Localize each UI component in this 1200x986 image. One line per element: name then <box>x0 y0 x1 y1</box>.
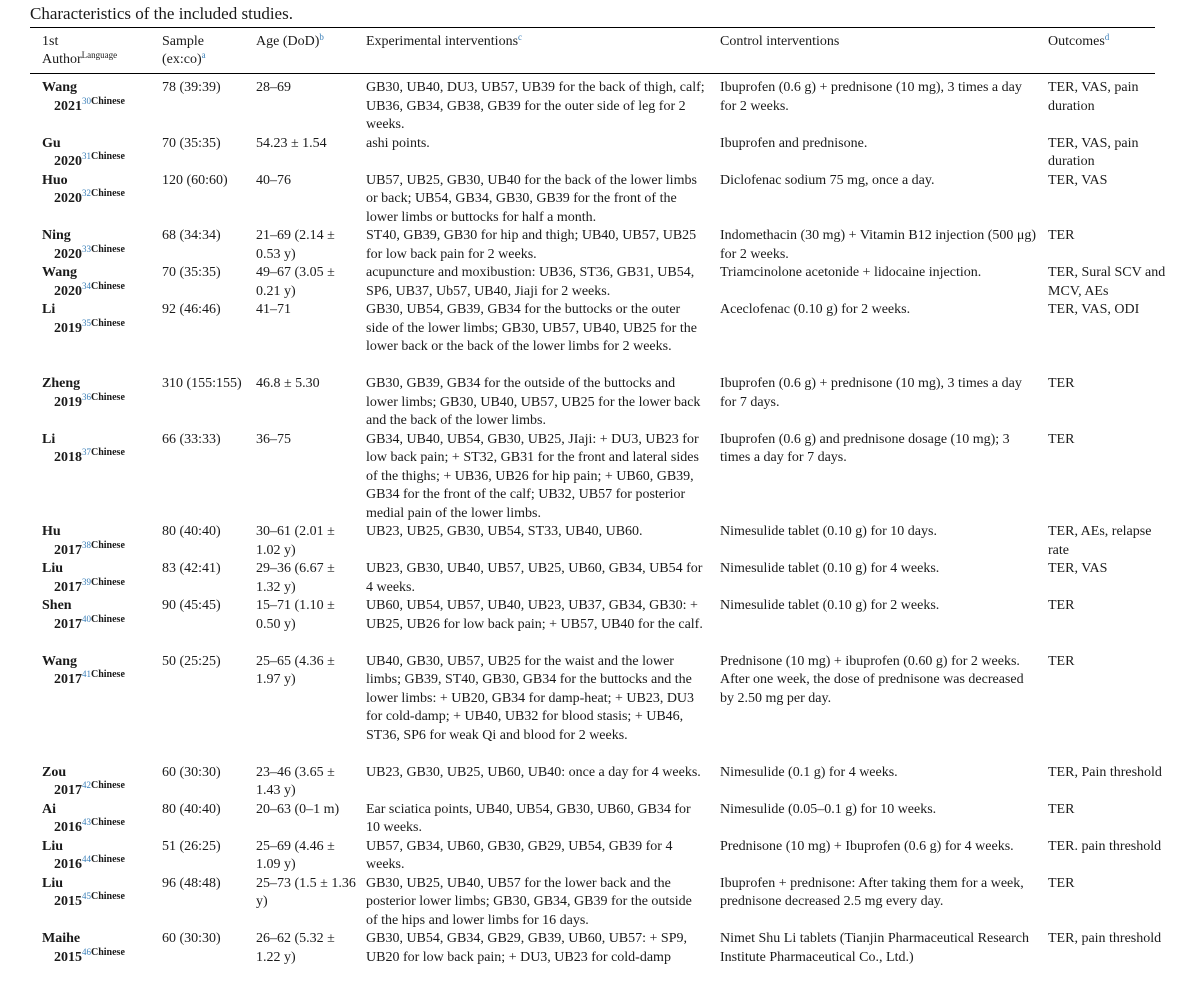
author-year: $2018^{37Chinese}$ <box>54 447 125 465</box>
table-row <box>0 301 1200 375</box>
reference-link[interactable]: 36 <box>82 391 91 402</box>
cell-outcomes: TER, VAS, pain duration <box>1048 135 1139 169</box>
reference-link[interactable]: 33 <box>82 243 91 254</box>
cell-experimental: GB30, UB25, UB40, UB57 for the lower back and the posterior lower limbs; GB30, GB34, GB39 for the outside of the hips and lower limbs for 16 days. <box>366 875 692 928</box>
header-experimental: Experimental interventions$^c$ <box>366 32 523 49</box>
table-row <box>0 801 1200 838</box>
reference-link[interactable]: 40 <box>82 613 91 624</box>
cell-author <box>42 172 154 209</box>
cell-sample: 80 (40:40) <box>162 524 221 539</box>
cell-control: Prednisone (10 mg) + Ibuprofen (0.6 g) for 4 weeks. <box>720 838 1014 854</box>
cell-outcomes: TER <box>1048 376 1075 391</box>
table-row <box>0 875 1200 931</box>
cell-control: Triamcinolone acetonide + lidocaine injection. <box>720 265 982 280</box>
cell-experimental: GB30, UB40, DU3, UB57, UB39 for the back of thigh, calf; UB36, GB34, GB38, GB39 for the outer side of leg for 2 weeks. <box>366 80 705 132</box>
author-year: $2016^{44Chinese}$ <box>54 854 125 872</box>
header-age: Age (DoD)$^b$ <box>256 32 324 49</box>
cell-experimental: GB34, UB40, UB54, GB30, UB25, JIaji: + DU3, UB23 for low back pain; + ST32, GB31 for the front and lateral sides of the thighs; + UB36, UB26 for hip pain; + UB60, GB39, GB34 for the front of the calf; UB32, UB57 for posterior medial pain of the lower limbs. <box>366 431 699 521</box>
cell-control: Ibuprofen (0.6 g) + prednisone (10 mg), 3 times a day for 2 weeks. <box>720 80 1022 114</box>
author-year: $2020^{31Chinese}$ <box>54 151 125 169</box>
language-tag: Chinese <box>91 780 125 791</box>
table-row <box>0 838 1200 875</box>
author-name: Li <box>42 302 56 317</box>
header-sample-line1: Sample <box>162 34 204 49</box>
cell-sample: 68 (34:34) <box>162 228 221 243</box>
table-row <box>0 597 1200 653</box>
language-tag: Chinese <box>91 854 125 865</box>
cell-sample: 90 (45:45) <box>162 598 221 613</box>
cell-experimental: UB23, GB30, UB25, UB60, UB40: once a day for 4 weeks. <box>366 764 701 780</box>
cell-control: Ibuprofen (0.6 g) and prednisone dosage (10 mg); 3 times a day for 7 days. <box>720 431 1010 465</box>
cell-outcomes: TER, VAS, ODI <box>1048 302 1140 317</box>
table-row <box>0 172 1200 228</box>
cell-experimental: UB23, GB30, UB40, UB57, UB25, UB60, GB34, UB54 for 4 weeks. <box>366 561 703 595</box>
cell-control: Indomethacin (30 mg) + Vitamin B12 injection (500 μg) for 2 weeks. <box>720 228 1037 262</box>
cell-control: Ibuprofen (0.6 g) + prednisone (10 mg), 3 times a day for 7 days. <box>720 376 1022 410</box>
cell-author <box>42 375 154 412</box>
cell-experimental: UB60, UB54, UB57, UB40, UB23, UB37, GB34, GB30: + UB25, UB26 for low back pain; + UB57, UB40 for the calf. <box>366 598 703 632</box>
table-row <box>0 653 1200 764</box>
cell-sample: 70 (35:35) <box>162 265 221 280</box>
cell-age: 36–75 <box>256 431 291 447</box>
cell-age: 21–69 (2.14 ± 0.53 y) <box>256 228 335 262</box>
cell-author <box>42 930 154 967</box>
cell-control: Nimesulide tablet (0.10 g) for 2 weeks. <box>720 598 940 613</box>
cell-age: 30–61 (2.01 ± 1.02 y) <box>256 524 335 558</box>
author-name: Gu <box>42 135 61 151</box>
reference-link[interactable]: 35 <box>82 317 91 328</box>
cell-control: Ibuprofen + prednisone: After taking them for a week, prednisone decreased 2.5 mg every day. <box>720 875 1024 909</box>
cell-sample: 310 (155:155) <box>162 376 242 391</box>
author-year: $2017^{39Chinese}$ <box>54 576 125 595</box>
header-author <box>42 33 117 69</box>
reference-link[interactable]: 41 <box>82 669 91 679</box>
cell-age: 46.8 ± 5.30 <box>256 376 320 391</box>
cell-control: Aceclofenac (0.10 g) for 2 weeks. <box>720 302 911 317</box>
language-tag: Chinese <box>91 243 125 255</box>
cell-sample: 92 (46:46) <box>162 302 221 317</box>
header-age-note[interactable]: b <box>319 32 324 42</box>
author-year: $2021^{30Chinese}$ <box>54 95 125 114</box>
language-tag: Chinese <box>91 95 125 107</box>
language-tag: Chinese <box>91 891 125 902</box>
cell-author <box>42 764 154 801</box>
cell-age: 25–65 (4.36 ± 1.97 y) <box>256 653 335 687</box>
cell-age: 29–36 (6.67 ± 1.32 y) <box>256 561 335 595</box>
table-top-rule <box>30 27 1155 28</box>
cell-age: 41–71 <box>256 302 291 317</box>
reference-link[interactable]: 30 <box>82 95 91 106</box>
cell-experimental: GB30, GB39, GB34 for the outside of the buttocks and lower limbs; GB30, UB40, UB57, UB25 for the lower back and the back of the lower limbs. <box>366 376 701 428</box>
cell-outcomes: TER, Pain threshold <box>1048 764 1162 780</box>
cell-control: Ibuprofen and prednisone. <box>720 135 868 151</box>
cell-sample: 60 (30:30) <box>162 931 221 946</box>
reference-link[interactable]: 37 <box>82 447 91 457</box>
cell-outcomes: TER, Sural SCV and MCV, AEs <box>1048 265 1166 299</box>
table-header-rule <box>30 73 1155 74</box>
cell-experimental: GB30, UB54, GB39, GB34 for the buttocks or the outer side of the lower limbs; GB30, UB57, UB40, UB25 for the lower back or the back of the lower limbs for 2 weeks. <box>366 302 697 354</box>
header-control: Control interventions <box>720 34 840 49</box>
header-author-line1: 1st <box>42 34 59 49</box>
reference-link[interactable]: 32 <box>82 188 91 198</box>
author-name: Ning <box>42 228 71 243</box>
cell-author <box>42 838 154 875</box>
table-row <box>0 135 1200 172</box>
reference-link[interactable]: 45 <box>82 891 91 901</box>
cell-experimental: GB30, UB54, GB34, GB29, GB39, UB60, UB57: + SP9, UB20 for low back pain; + DU3, UB23 for cold-damp <box>366 931 687 965</box>
cell-outcomes: TER, AEs, relapse rate <box>1048 524 1152 558</box>
cell-experimental: UB40, GB30, UB57, UB25 for the waist and the lower limbs; GB39, ST40, GB30, GB34 for the buttocks and the lower limbs: + UB20, GB34 for damp-heat; + UB23, DU3 for cold-damp; + UB40, UB32 for blood stasis; + UB46, ST36, SP6 for weak Qi and blood for 2 weeks. <box>366 653 695 743</box>
language-tag: Chinese <box>91 669 125 680</box>
cell-sample: 78 (39:39) <box>162 80 221 95</box>
cell-age: 25–73 (1.5 ± 1.36 y) <box>256 875 356 909</box>
cell-age: 40–76 <box>256 172 291 188</box>
cell-outcomes: TER <box>1048 228 1075 243</box>
table-body <box>0 79 1200 986</box>
cell-author <box>42 597 154 634</box>
cell-sample: 80 (40:40) <box>162 801 221 817</box>
header-sample <box>162 33 206 69</box>
cell-experimental: UB57, GB34, UB60, GB30, GB29, UB54, GB39 for 4 weeks. <box>366 838 673 872</box>
table-row <box>0 523 1200 560</box>
author-year: $2019^{35Chinese}$ <box>54 317 125 336</box>
cell-age: 20–63 (0–1 m) <box>256 801 340 817</box>
cell-experimental: UB23, UB25, GB30, UB54, ST33, UB40, UB60. <box>366 524 643 539</box>
author-year: $2016^{43Chinese}$ <box>54 817 125 835</box>
author-name: Maihe <box>42 931 81 946</box>
cell-age: 54.23 ± 1.54 <box>256 135 327 151</box>
reference-link[interactable]: 31 <box>82 151 91 161</box>
cell-experimental: acupuncture and moxibustion: UB36, ST36, GB31, UB54, SP6, UB37, Ub57, UB40, Jiaji for 2 weeks. <box>366 265 695 299</box>
author-name: Wang <box>42 653 78 669</box>
language-tag: Chinese <box>91 946 125 958</box>
cell-sample: 120 (60:60) <box>162 172 228 188</box>
cell-sample: 60 (30:30) <box>162 764 221 780</box>
cell-author <box>42 264 154 301</box>
author-name: Hu <box>42 524 61 539</box>
reference-link[interactable]: 39 <box>82 576 91 587</box>
header-sample-line2: (ex:co)$^a$ <box>162 50 206 67</box>
cell-age: 25–69 (4.46 ± 1.09 y) <box>256 838 335 872</box>
reference-link[interactable]: 46 <box>82 946 91 957</box>
language-tag: Chinese <box>91 188 125 199</box>
author-name: Liu <box>42 875 64 891</box>
table-row <box>0 227 1200 264</box>
reference-link[interactable]: 44 <box>82 854 91 864</box>
cell-outcomes: TER, VAS <box>1048 561 1108 576</box>
author-year: $2017^{38Chinese}$ <box>54 539 125 558</box>
table-row <box>0 375 1200 431</box>
reference-link[interactable]: 42 <box>82 780 91 790</box>
cell-experimental: Ear sciatica points, UB40, UB54, GB30, UB60, GB34 for 10 weeks. <box>366 801 691 835</box>
table-row <box>0 560 1200 597</box>
author-year: $2017^{40Chinese}$ <box>54 613 125 632</box>
cell-outcomes: TER <box>1048 653 1075 669</box>
author-year: $2017^{41Chinese}$ <box>54 669 125 687</box>
author-name: Wang <box>42 265 78 280</box>
cell-sample: 96 (48:48) <box>162 875 221 891</box>
cell-author <box>42 875 154 912</box>
author-year: $2020^{32Chinese}$ <box>54 188 125 206</box>
cell-sample: 66 (33:33) <box>162 431 221 447</box>
table-row <box>0 264 1200 301</box>
cell-experimental: ashi points. <box>366 135 430 151</box>
header-outcomes-note[interactable]: d <box>1104 32 1110 42</box>
cell-outcomes: TER, pain threshold <box>1048 931 1162 946</box>
table-row <box>0 764 1200 801</box>
cell-control: Nimesulide (0.05–0.1 g) for 10 weeks. <box>720 801 937 817</box>
author-year: $2015^{46Chinese}$ <box>54 946 125 965</box>
language-tag: Chinese <box>91 576 125 588</box>
cell-author <box>42 79 154 116</box>
cell-author <box>42 523 154 560</box>
language-tag: Chinese <box>91 447 125 458</box>
cell-age: 28–69 <box>256 80 291 95</box>
cell-outcomes: TER <box>1048 875 1075 891</box>
language-tag: Chinese <box>91 280 125 292</box>
table-row <box>0 930 1200 986</box>
cell-author <box>42 653 154 690</box>
author-name: Ai <box>42 801 56 817</box>
cell-age: 15–71 (1.10 ± 0.50 y) <box>256 598 335 632</box>
language-tag: Chinese <box>91 817 125 828</box>
cell-outcomes: TER. pain threshold <box>1048 838 1162 854</box>
cell-control: Nimesulide tablet (0.10 g) for 4 weeks. <box>720 561 940 576</box>
cell-control: Nimesulide (0.1 g) for 4 weeks. <box>720 764 898 780</box>
language-tag: Chinese <box>91 391 125 403</box>
cell-author <box>42 801 154 838</box>
author-year: $2020^{34Chinese}$ <box>54 280 125 299</box>
author-year: $2015^{45Chinese}$ <box>54 891 125 909</box>
reference-link[interactable]: 34 <box>82 280 91 291</box>
header-author-line2: Author$^{Language}$ <box>42 50 118 67</box>
header-sample-note[interactable]: a <box>201 50 206 60</box>
header-outcomes: Outcomes$^d$ <box>1048 32 1110 49</box>
cell-author <box>42 560 154 597</box>
cell-sample: 50 (25:25) <box>162 653 221 669</box>
author-name: Shen <box>42 598 72 613</box>
cell-sample: 83 (42:41) <box>162 561 221 576</box>
cell-outcomes: TER, VAS <box>1048 172 1108 188</box>
language-tag: Chinese <box>91 539 125 551</box>
author-name: Li <box>42 431 56 447</box>
table-row <box>0 431 1200 524</box>
language-tag: Chinese <box>91 317 125 329</box>
cell-author <box>42 431 154 468</box>
language-tag: Chinese <box>91 151 125 162</box>
cell-author <box>42 227 154 264</box>
cell-outcomes: TER <box>1048 598 1075 613</box>
author-year: $2017^{42Chinese}$ <box>54 780 125 798</box>
cell-outcomes: TER, VAS, pain duration <box>1048 80 1139 114</box>
cell-outcomes: TER <box>1048 431 1075 447</box>
author-name: Liu <box>42 561 64 576</box>
cell-outcomes: TER <box>1048 801 1075 817</box>
cell-control: Prednisone (10 mg) + ibuprofen (0.60 g) for 2 weeks. After one week, the dose of prednisone was decreased by 2.50 mg per day. <box>720 653 1024 706</box>
author-name: Huo <box>42 172 68 188</box>
author-name: Zheng <box>42 376 81 391</box>
header-experimental-note[interactable]: c <box>518 32 523 42</box>
cell-sample: 51 (26:25) <box>162 838 221 854</box>
reference-link[interactable]: 38 <box>82 539 91 550</box>
cell-experimental: ST40, GB39, GB30 for hip and thigh; UB40, UB57, UB25 for low back pain for 2 weeks. <box>366 228 697 262</box>
cell-age: 26–62 (5.32 ± 1.22 y) <box>256 931 335 965</box>
author-name: Wang <box>42 80 78 95</box>
cell-age: 49–67 (3.05 ± 0.21 y) <box>256 265 335 299</box>
author-year: $2020^{33Chinese}$ <box>54 243 125 262</box>
cell-control: Nimesulide tablet (0.10 g) for 10 days. <box>720 524 937 539</box>
reference-link[interactable]: 43 <box>82 817 91 827</box>
cell-author <box>42 135 154 172</box>
language-tag: Chinese <box>91 613 125 625</box>
cell-sample: 70 (35:35) <box>162 135 221 151</box>
header-author-sup: Language <box>81 50 118 60</box>
cell-control: Diclofenac sodium 75 mg, once a day. <box>720 172 935 188</box>
cell-control: Nimet Shu Li tablets (Tianjin Pharmaceutical Research Institute Pharmaceutical Co., Ltd.) <box>720 931 1029 965</box>
author-name: Zou <box>42 764 67 780</box>
author-name: Liu <box>42 838 64 854</box>
author-year: $2019^{36Chinese}$ <box>54 391 125 410</box>
cell-author <box>42 301 154 338</box>
cell-age: 23–46 (3.65 ± 1.43 y) <box>256 764 335 798</box>
table-caption: Characteristics of the included studies. <box>30 4 293 23</box>
cell-experimental: UB57, UB25, GB30, UB40 for the back of the lower limbs or back; UB54, GB34, GB30, GB39 for the front of the lower limbs or buttocks for half a month. <box>366 172 697 225</box>
table-row <box>0 79 1200 135</box>
